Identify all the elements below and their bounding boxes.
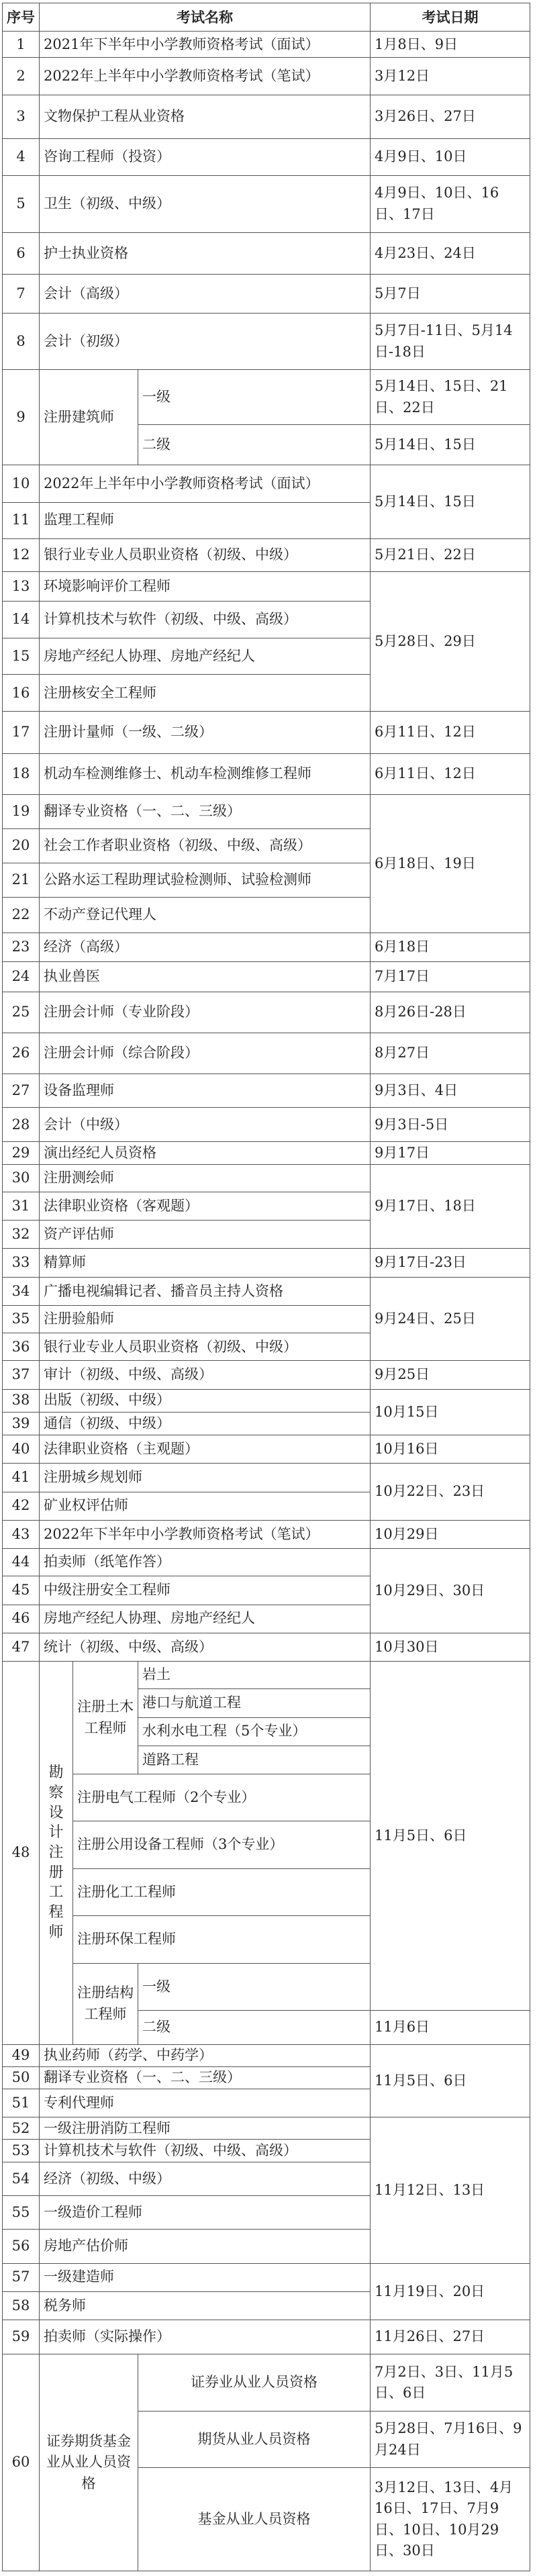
exam-group-name: 证券期货基金业从业人员资格 bbox=[40, 2354, 138, 2571]
row-index: 20 bbox=[3, 828, 40, 863]
row-index: 55 bbox=[3, 2195, 40, 2229]
row-index: 7 bbox=[3, 275, 40, 313]
row-index: 4 bbox=[3, 139, 40, 175]
exam-date: 7月2日、3日、11月5日、6日 bbox=[371, 2354, 530, 2412]
exam-date: 11月6日 bbox=[371, 2011, 530, 2044]
header-exam-name: 考试名称 bbox=[40, 3, 371, 32]
exam-date: 3月12日 bbox=[371, 58, 530, 95]
table-row bbox=[3, 1249, 530, 1277]
exam-date: 10月29日 bbox=[371, 1520, 530, 1548]
exam-name: 卫生（初级、中级） bbox=[40, 175, 371, 233]
table-row bbox=[3, 1464, 530, 1492]
exam-date: 5月7日-11日、5月14日-18日 bbox=[371, 313, 530, 370]
exam-date: 11月19日、20日 bbox=[371, 2263, 530, 2320]
row-index: 13 bbox=[3, 572, 40, 602]
row-index: 2 bbox=[3, 58, 40, 95]
exam-schedule-table bbox=[2, 3, 530, 2571]
table-row bbox=[3, 1361, 530, 1389]
row-index: 9 bbox=[3, 370, 40, 465]
row-index: 36 bbox=[3, 1333, 40, 1361]
row-index: 45 bbox=[3, 1576, 40, 1605]
table-row bbox=[3, 275, 530, 313]
exam-date: 6月11日、12日 bbox=[371, 753, 530, 794]
header-index: 序号 bbox=[3, 3, 40, 32]
exam-date: 5月14日、15日、21日、22日 bbox=[371, 370, 530, 425]
exam-name: 注册建筑师 bbox=[40, 370, 138, 465]
row-index: 31 bbox=[3, 1192, 40, 1220]
table-row bbox=[3, 2117, 530, 2140]
row-index: 16 bbox=[3, 675, 40, 712]
exam-date: 4月23日、24日 bbox=[371, 233, 530, 275]
exam-name: 翻译专业资格（一、二、三级） bbox=[40, 2066, 371, 2089]
exam-name: 拍卖师（纸笔作答） bbox=[40, 1549, 371, 1576]
exam-date: 6月18日、19日 bbox=[371, 795, 530, 933]
exam-date: 9月3日、4日 bbox=[371, 1074, 530, 1107]
table-row bbox=[3, 933, 530, 961]
row-index: 3 bbox=[3, 95, 40, 138]
exam-date: 6月11日、12日 bbox=[371, 712, 530, 753]
exam-name: 房地产经纪人协理、房地产经纪人 bbox=[40, 1605, 371, 1633]
exam-name: 注册化工工程师 bbox=[73, 1868, 371, 1915]
row-index: 25 bbox=[3, 992, 40, 1033]
exam-date: 5月14日、15日 bbox=[371, 424, 530, 465]
table-row bbox=[3, 465, 530, 502]
table-row bbox=[3, 538, 530, 571]
exam-date: 5月21日、22日 bbox=[371, 538, 530, 571]
exam-name: 中级注册安全工程师 bbox=[40, 1576, 371, 1605]
table-row bbox=[3, 795, 530, 828]
row-index: 22 bbox=[3, 898, 40, 933]
exam-date: 9月17日、18日 bbox=[371, 1164, 530, 1249]
row-index: 60 bbox=[3, 2354, 40, 2571]
exam-name: 银行业专业人员职业资格（初级、中级） bbox=[40, 538, 371, 571]
exam-date: 9月17日-23日 bbox=[371, 1249, 530, 1277]
table-row bbox=[3, 572, 530, 602]
exam-date: 9月3日-5日 bbox=[371, 1108, 530, 1142]
exam-name: 税务师 bbox=[40, 2291, 371, 2320]
row-index: 27 bbox=[3, 1074, 40, 1107]
table-row bbox=[3, 2320, 530, 2354]
exam-date: 7月17日 bbox=[371, 961, 530, 992]
exam-name: 精算师 bbox=[40, 1249, 371, 1277]
table-row bbox=[3, 1074, 530, 1107]
exam-name: 2022年下半年中小学教师资格考试（笔试） bbox=[40, 1520, 371, 1548]
exam-date: 6月18日 bbox=[371, 933, 530, 961]
exam-name: 会计（高级） bbox=[40, 275, 371, 313]
exam-date: 9月25日 bbox=[371, 1361, 530, 1389]
row-index: 18 bbox=[3, 753, 40, 794]
row-index: 33 bbox=[3, 1249, 40, 1277]
row-index: 10 bbox=[3, 465, 40, 502]
row-index: 23 bbox=[3, 933, 40, 961]
exam-name: 一级造价工程师 bbox=[40, 2195, 371, 2229]
exam-date: 5月28日、29日 bbox=[371, 572, 530, 712]
exam-name: 社会工作者职业资格（初级、中级、高级） bbox=[40, 828, 371, 863]
exam-date: 3月12日、13日、4月16日、17日、7月9日、10日、10月29日、30日 bbox=[371, 2468, 530, 2571]
table-row bbox=[3, 992, 530, 1033]
exam-date: 9月24日、25日 bbox=[371, 1277, 530, 1361]
exam-date: 5月7日 bbox=[371, 275, 530, 313]
row-index: 43 bbox=[3, 1520, 40, 1548]
exam-name: 计算机技术与软件（初级、中级、高级） bbox=[40, 602, 371, 638]
row-index: 26 bbox=[3, 1033, 40, 1074]
exam-group-name bbox=[40, 1662, 73, 2045]
table-row bbox=[3, 1520, 530, 1548]
row-index: 35 bbox=[3, 1305, 40, 1333]
exam-date: 11月5日、6日 bbox=[371, 1662, 530, 2011]
exam-sub-name: 二级 bbox=[138, 2011, 371, 2044]
exam-name: 广播电视编辑记者、播音员主持人资格 bbox=[40, 1277, 371, 1305]
table-row bbox=[3, 175, 530, 233]
exam-sub-name: 二级 bbox=[138, 424, 371, 465]
exam-sub-name: 水利水电工程（5个专业） bbox=[138, 1717, 371, 1746]
row-index: 42 bbox=[3, 1492, 40, 1520]
exam-date: 5月14日、15日 bbox=[371, 465, 530, 539]
row-index: 38 bbox=[3, 1389, 40, 1412]
row-index: 39 bbox=[3, 1412, 40, 1435]
exam-name: 注册城乡规划师 bbox=[40, 1464, 371, 1492]
exam-date: 3月26日、27日 bbox=[371, 95, 530, 138]
exam-name: 银行业专业人员职业资格（初级、中级） bbox=[40, 1333, 371, 1361]
exam-name: 经济（高级） bbox=[40, 933, 371, 961]
exam-date: 4月9日、10日 bbox=[371, 139, 530, 175]
exam-name: 注册结构工程师 bbox=[73, 1963, 138, 2044]
row-index: 30 bbox=[3, 1164, 40, 1192]
table-row bbox=[3, 32, 530, 58]
table-header-row bbox=[3, 3, 530, 32]
row-index: 48 bbox=[3, 1662, 40, 2045]
exam-name: 注册环保工程师 bbox=[73, 1916, 371, 1963]
table-row bbox=[3, 1164, 530, 1192]
exam-name: 计算机技术与软件（初级、中级、高级） bbox=[40, 2140, 371, 2162]
exam-date: 10月15日 bbox=[371, 1389, 530, 1435]
row-index: 50 bbox=[3, 2066, 40, 2089]
exam-sub-name: 证券业从业人员资格 bbox=[138, 2354, 371, 2412]
row-index: 32 bbox=[3, 1221, 40, 1249]
table-row bbox=[3, 2263, 530, 2291]
exam-name: 监理工程师 bbox=[40, 502, 371, 538]
exam-name: 经济（初级、中级） bbox=[40, 2162, 371, 2195]
exam-name: 专利代理师 bbox=[40, 2089, 371, 2117]
row-index: 8 bbox=[3, 313, 40, 370]
exam-sub-name: 港口与航道工程 bbox=[138, 1689, 371, 1717]
table-row bbox=[3, 1662, 530, 1689]
exam-group-label: 勘 察 设 计 注 册 工 程 师 bbox=[48, 1764, 64, 1941]
table-row bbox=[3, 2044, 530, 2066]
table-row bbox=[3, 313, 530, 370]
exam-name: 2022年上半年中小学教师资格考试（笔试） bbox=[40, 58, 371, 95]
row-index: 53 bbox=[3, 2140, 40, 2162]
exam-name: 法律职业资格（主观题） bbox=[40, 1435, 371, 1464]
row-index: 56 bbox=[3, 2230, 40, 2263]
row-index: 40 bbox=[3, 1435, 40, 1464]
exam-name: 注册公用设备工程师（3个专业） bbox=[73, 1821, 371, 1868]
table-row bbox=[3, 1277, 530, 1305]
exam-name: 房地产估价师 bbox=[40, 2230, 371, 2263]
exam-name: 执业药师（药学、中药学） bbox=[40, 2044, 371, 2066]
exam-name: 法律职业资格（客观题） bbox=[40, 1192, 371, 1220]
exam-name: 通信（初级、中级） bbox=[40, 1412, 371, 1435]
exam-date: 8月26日-28日 bbox=[371, 992, 530, 1033]
table-row bbox=[3, 753, 530, 794]
exam-date: 4月9日、10日、16日、17日 bbox=[371, 175, 530, 233]
row-index: 1 bbox=[3, 32, 40, 58]
row-index: 11 bbox=[3, 502, 40, 538]
table-row bbox=[3, 1435, 530, 1464]
row-index: 51 bbox=[3, 2089, 40, 2117]
exam-name: 设备监理师 bbox=[40, 1074, 371, 1107]
table-row bbox=[3, 95, 530, 138]
exam-name: 演出经纪人员资格 bbox=[40, 1142, 371, 1164]
exam-date: 10月30日 bbox=[371, 1633, 530, 1661]
exam-name: 注册电气工程师（2个专业） bbox=[73, 1774, 371, 1821]
table-row bbox=[3, 58, 530, 95]
table-row bbox=[3, 370, 530, 425]
exam-name: 矿业权评估师 bbox=[40, 1492, 371, 1520]
exam-date: 9月17日 bbox=[371, 1142, 530, 1164]
exam-name: 会计（初级） bbox=[40, 313, 371, 370]
table-row bbox=[3, 1033, 530, 1074]
exam-date: 11月12日、13日 bbox=[371, 2117, 530, 2263]
exam-name: 2022年上半年中小学教师资格考试（面试） bbox=[40, 465, 371, 502]
exam-name: 统计（初级、中级、高级） bbox=[40, 1633, 371, 1661]
row-index: 34 bbox=[3, 1277, 40, 1305]
exam-name: 公路水运工程助理试验检测师、试验检测师 bbox=[40, 863, 371, 897]
exam-name: 注册测绘师 bbox=[40, 1164, 371, 1192]
exam-sub-name: 岩土 bbox=[138, 1662, 371, 1689]
row-index: 57 bbox=[3, 2263, 40, 2291]
exam-name: 注册土木工程师 bbox=[73, 1662, 138, 1774]
row-index: 12 bbox=[3, 538, 40, 571]
exam-name: 文物保护工程从业资格 bbox=[40, 95, 371, 138]
row-index: 41 bbox=[3, 1464, 40, 1492]
exam-name: 2021年下半年中小学教师资格考试（面试） bbox=[40, 32, 371, 58]
exam-name: 审计（初级、中级、高级） bbox=[40, 1361, 371, 1389]
table-row bbox=[3, 1389, 530, 1412]
table-row bbox=[3, 2354, 530, 2412]
row-index: 37 bbox=[3, 1361, 40, 1389]
row-index: 54 bbox=[3, 2162, 40, 2195]
exam-name: 机动车检测维修士、机动车检测维修工程师 bbox=[40, 753, 371, 794]
table-row bbox=[3, 1108, 530, 1142]
exam-date: 5月28日、7月16日、9月24日 bbox=[371, 2411, 530, 2468]
row-index: 49 bbox=[3, 2044, 40, 2066]
row-index: 29 bbox=[3, 1142, 40, 1164]
exam-name: 一级建造师 bbox=[40, 2263, 371, 2291]
exam-name: 注册计量师（一级、二级） bbox=[40, 712, 371, 753]
row-index: 46 bbox=[3, 1605, 40, 1633]
exam-date: 10月16日 bbox=[371, 1435, 530, 1464]
exam-name: 不动产登记代理人 bbox=[40, 898, 371, 933]
exam-name: 执业兽医 bbox=[40, 961, 371, 992]
exam-name: 资产评估师 bbox=[40, 1221, 371, 1249]
row-index: 24 bbox=[3, 961, 40, 992]
exam-name: 注册核安全工程师 bbox=[40, 675, 371, 712]
exam-date: 8月27日 bbox=[371, 1033, 530, 1074]
table-row bbox=[3, 1633, 530, 1661]
exam-name: 一级注册消防工程师 bbox=[40, 2117, 371, 2140]
exam-name: 会计（中级） bbox=[40, 1108, 371, 1142]
row-index: 19 bbox=[3, 795, 40, 828]
exam-name: 注册会计师（专业阶段） bbox=[40, 992, 371, 1033]
header-exam-date: 考试日期 bbox=[371, 3, 530, 32]
row-index: 5 bbox=[3, 175, 40, 233]
table-row bbox=[3, 233, 530, 275]
table-row bbox=[3, 1549, 530, 1576]
row-index: 44 bbox=[3, 1549, 40, 1576]
exam-sub-name: 一级 bbox=[138, 370, 371, 425]
exam-date: 10月22日、23日 bbox=[371, 1464, 530, 1521]
exam-name: 咨询工程师（投资） bbox=[40, 139, 371, 175]
row-index: 52 bbox=[3, 2117, 40, 2140]
exam-name: 翻译专业资格（一、二、三级） bbox=[40, 795, 371, 828]
exam-name: 护士执业资格 bbox=[40, 233, 371, 275]
table-row bbox=[3, 712, 530, 753]
row-index: 47 bbox=[3, 1633, 40, 1661]
exam-sub-name: 道路工程 bbox=[138, 1746, 371, 1774]
exam-sub-name: 期货从业人员资格 bbox=[138, 2411, 371, 2468]
row-index: 59 bbox=[3, 2320, 40, 2354]
exam-sub-name: 一级 bbox=[138, 1963, 371, 2010]
exam-sub-name: 基金从业人员资格 bbox=[138, 2468, 371, 2571]
exam-date: 11月5日、6日 bbox=[371, 2044, 530, 2117]
row-index: 21 bbox=[3, 863, 40, 897]
row-index: 15 bbox=[3, 638, 40, 674]
exam-date: 11月26日、27日 bbox=[371, 2320, 530, 2354]
row-index: 6 bbox=[3, 233, 40, 275]
exam-name: 出版（初级、中级） bbox=[40, 1389, 371, 1412]
table-row bbox=[3, 139, 530, 175]
row-index: 28 bbox=[3, 1108, 40, 1142]
exam-name: 注册会计师（综合阶段） bbox=[40, 1033, 371, 1074]
exam-date: 1月8日、9日 bbox=[371, 32, 530, 58]
row-index: 14 bbox=[3, 602, 40, 638]
exam-name: 房地产经纪人协理、房地产经纪人 bbox=[40, 638, 371, 674]
exam-date: 10月29日、30日 bbox=[371, 1549, 530, 1633]
exam-name: 拍卖师（实际操作） bbox=[40, 2320, 371, 2354]
exam-name: 环境影响评价工程师 bbox=[40, 572, 371, 602]
row-index: 17 bbox=[3, 712, 40, 753]
table-row bbox=[3, 1142, 530, 1164]
row-index: 58 bbox=[3, 2291, 40, 2320]
exam-name: 注册验船师 bbox=[40, 1305, 371, 1333]
table-row bbox=[3, 961, 530, 992]
